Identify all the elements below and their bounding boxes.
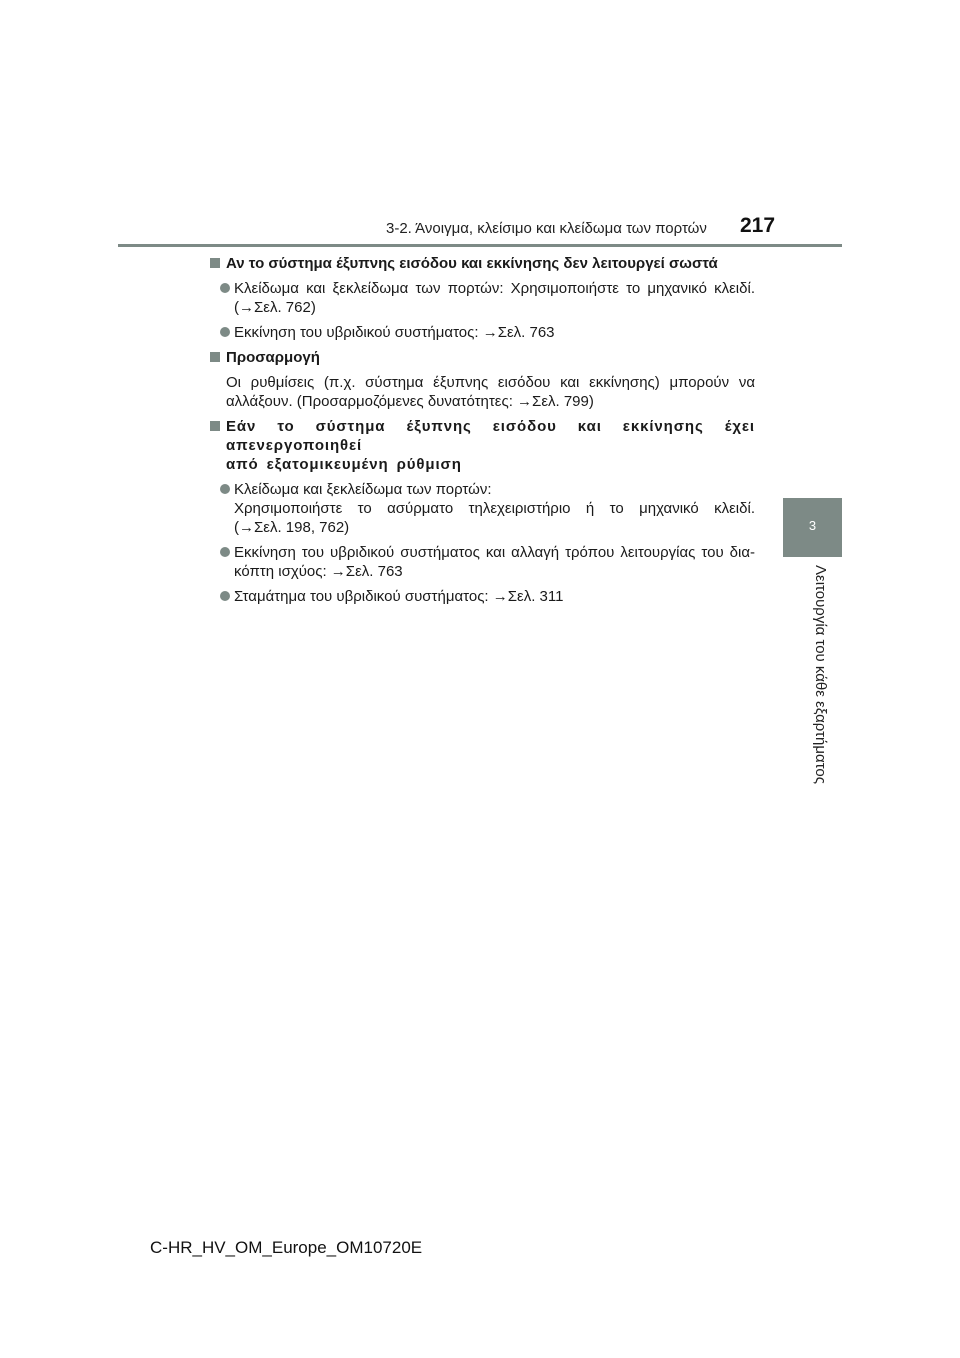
- section-heading: [210, 417, 755, 474]
- circle-bullet-icon: [220, 327, 230, 337]
- list-item: [220, 323, 755, 342]
- square-bullet-icon: [210, 421, 220, 431]
- square-bullet-icon: [210, 258, 220, 268]
- list-item-line: Χρησιμοποιήστε το ασύρματο τηλεχειριστήριο ή το μηχανικό κλειδί.: [234, 500, 755, 517]
- main-content: [210, 254, 755, 612]
- square-bullet-icon: [210, 352, 220, 362]
- paragraph-line: αλλάξουν. (Προσαρμοζόμενες δυνατότητες: →Σελ. 799): [226, 393, 594, 410]
- list-item: [220, 587, 755, 606]
- header-divider: [118, 244, 842, 247]
- list-item-line: Σταμάτημα του υβριδικού συστήματος: →Σελ. 311: [234, 588, 564, 605]
- list-item: [220, 543, 755, 581]
- list-item-line: (→Σελ. 762): [234, 299, 316, 316]
- chapter-tab: [783, 498, 842, 557]
- heading-line: από εξατομικευμένη ρύθμιση: [226, 456, 462, 473]
- paragraph: [226, 373, 755, 411]
- page-number: 217: [740, 214, 776, 237]
- chapter-title: Λειτουργία του κάθε εξαρτήματος: [812, 565, 829, 784]
- circle-bullet-icon: [220, 591, 230, 601]
- list-item: [220, 480, 755, 537]
- list-item-line: (→Σελ. 198, 762): [234, 519, 350, 536]
- list-item-line: κόπτη ισχύος: →Σελ. 763: [234, 563, 403, 580]
- section-heading: Προσαρμογή: [210, 348, 755, 367]
- list-item-line: Εκκίνηση του υβριδικού συστήματος: →Σελ. 763: [234, 324, 555, 341]
- section-header: 3-2. Άνοιγμα, κλείσιμο και κλείδωμα των πορτών: [386, 220, 707, 237]
- list-item-line: Κλείδωμα και ξεκλείδωμα των πορτών:: [234, 481, 492, 498]
- heading-line: Εάν το σύστημα έξυπνης εισόδου και εκκίνησης έχει απενεργοποιηθεί: [226, 418, 755, 454]
- list-item: [220, 279, 755, 317]
- paragraph-line: Οι ρυθμίσεις (π.χ. σύστημα έξυπνης εισόδου και εκκίνησης) μπορούν να: [226, 374, 755, 391]
- list-item-line: Εκκίνηση του υβριδικού συστήματος και αλλαγή τρόπου λειτουργίας του δια-: [234, 544, 755, 561]
- section-heading: Αν το σύστημα έξυπνης εισόδου και εκκίνησης δεν λειτουργεί σωστά: [210, 254, 755, 273]
- circle-bullet-icon: [220, 547, 230, 557]
- list-item-line: Κλείδωμα και ξεκλείδωμα των πορτών: Χρησιμοποιήστε το μηχανικό κλειδί.: [234, 280, 755, 297]
- circle-bullet-icon: [220, 484, 230, 494]
- circle-bullet-icon: [220, 283, 230, 293]
- document-code: C-HR_HV_OM_Europe_OM10720E: [150, 1238, 423, 1257]
- chapter-number: 3: [808, 518, 817, 533]
